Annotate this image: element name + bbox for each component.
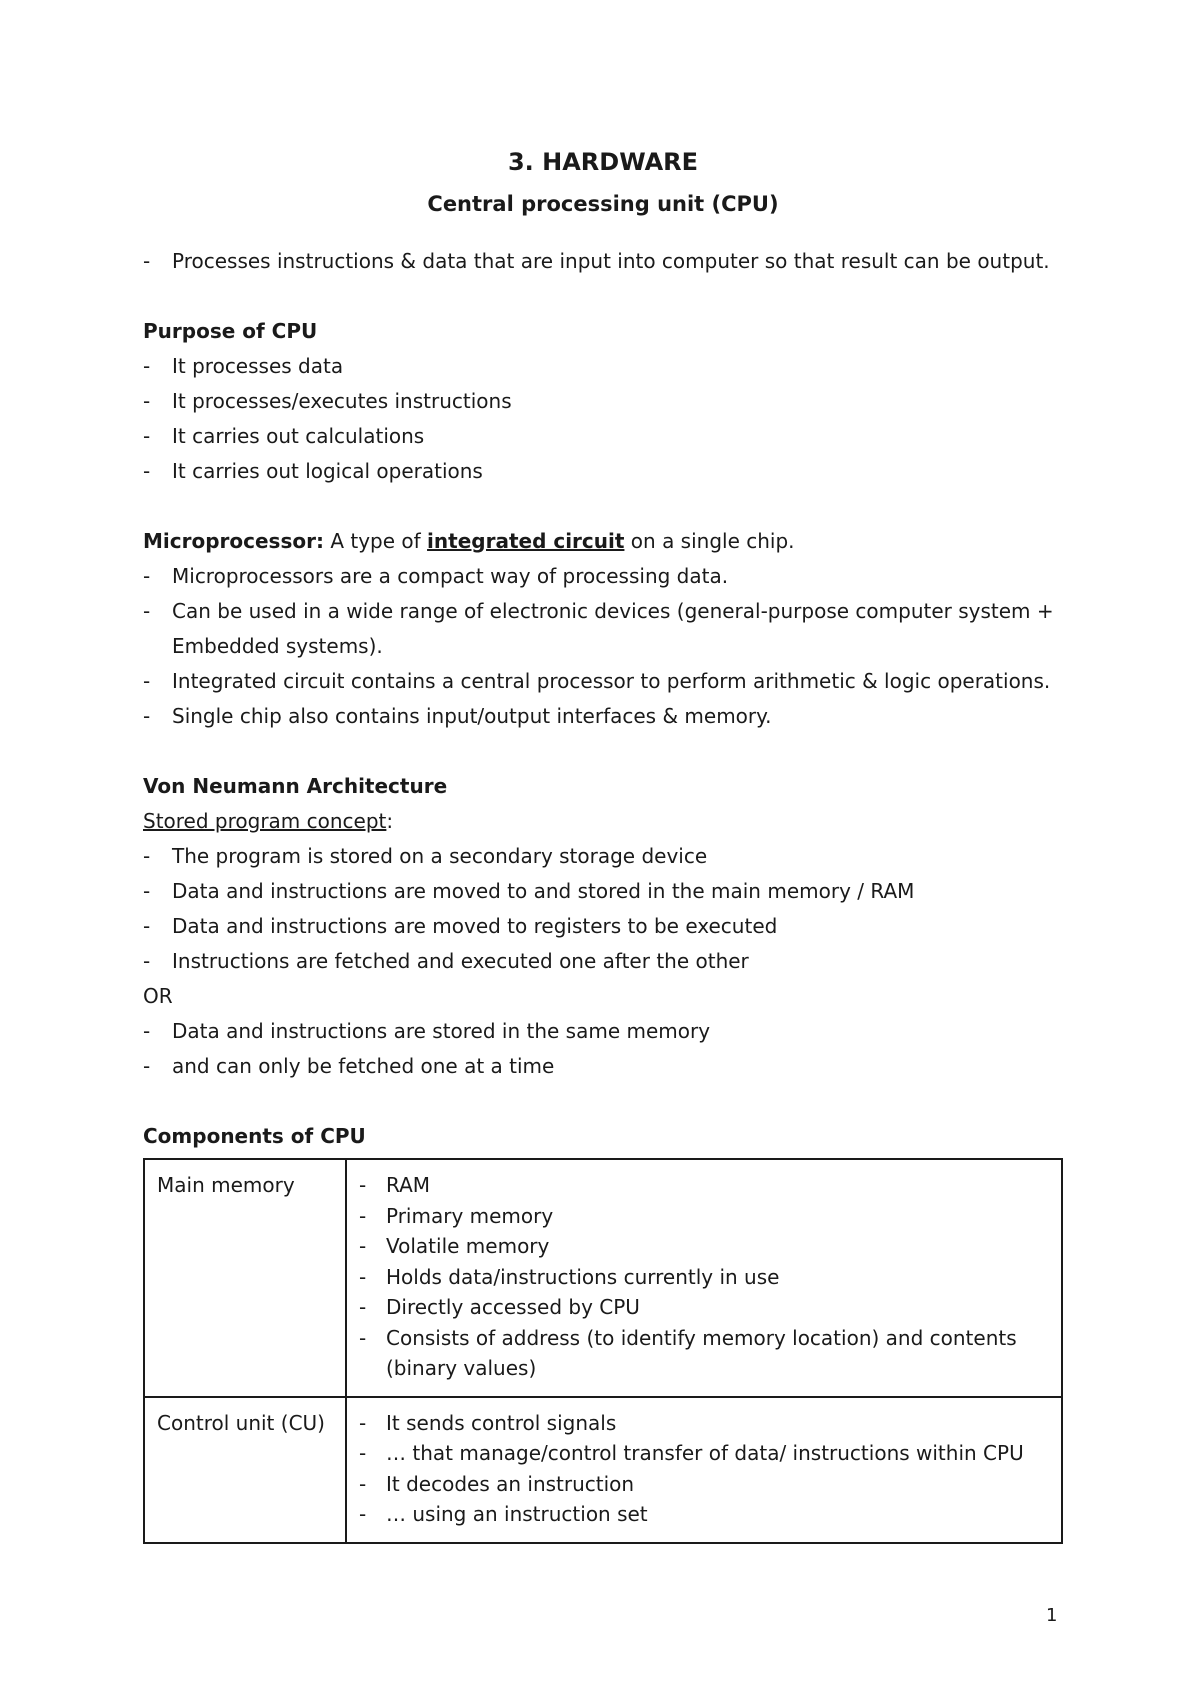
purpose-item: - It processes data (143, 349, 1063, 384)
components-heading: Components of CPU (143, 1124, 366, 1148)
component-description (346, 1159, 1062, 1397)
von-neumann-item: - Data and instructions are moved to and stored in the main memory / RAM (143, 874, 1063, 909)
component-name: Main memory (144, 1159, 346, 1397)
microprocessor-def-pre: A type of (323, 529, 428, 553)
microprocessor-item: - Microprocessors are a compact way of processing data. (143, 559, 1063, 594)
document-page (143, 140, 1063, 1544)
stored-program-concept (143, 804, 1063, 839)
list-item: - … that manage/control transfer of data/ instructions within CPU (359, 1438, 1049, 1469)
component-name: Control unit (CU) (144, 1397, 346, 1543)
list-item: - Primary memory (359, 1201, 1049, 1232)
von-neumann-item: - Data and instructions are moved to registers to be executed (143, 909, 1063, 944)
list-item: - Volatile memory (359, 1231, 1049, 1262)
purpose-heading: Purpose of CPU (143, 319, 318, 343)
spacer (143, 224, 1063, 244)
spacer (143, 1084, 1063, 1119)
spacer (143, 734, 1063, 769)
list-item: - Consists of address (to identify memory location) and contents (binary values) (359, 1323, 1049, 1384)
list-item: - RAM (359, 1170, 1049, 1201)
purpose-item: - It carries out calculations (143, 419, 1063, 454)
purpose-item: - It carries out logical operations (143, 454, 1063, 489)
spacer (143, 489, 1063, 524)
microprocessor-term: Microprocessor: (143, 529, 324, 553)
components-table (143, 1158, 1063, 1544)
list-item: - It sends control signals (359, 1408, 1049, 1439)
von-neumann-item: - Data and instructions are stored in the same memory (143, 1014, 1063, 1049)
von-neumann-heading: Von Neumann Architecture (143, 774, 448, 798)
von-neumann-item: - The program is stored on a secondary storage device (143, 839, 1063, 874)
page-number: 1 (1046, 1605, 1058, 1626)
microprocessor-item: - Can be used in a wide range of electronic devices (general-purpose computer system + Embedded systems). (143, 594, 1063, 664)
microprocessor-item: - Integrated circuit contains a central processor to perform arithmetic & logic operations. (143, 664, 1063, 699)
or-separator: OR (143, 984, 173, 1008)
list-item: - … using an instruction set (359, 1499, 1049, 1530)
microprocessor-def-post: on a single chip. (624, 529, 795, 553)
table-row (144, 1397, 1062, 1543)
stored-program-concept-colon: : (386, 809, 394, 833)
list-item: - It decodes an instruction (359, 1469, 1049, 1500)
page-subtitle: Central processing unit (CPU) (427, 192, 779, 216)
page-title: 3. HARDWARE (507, 148, 699, 176)
table-row (144, 1159, 1062, 1397)
integrated-circuit-emphasis: integrated circuit (427, 529, 625, 553)
purpose-item: - It processes/executes instructions (143, 384, 1063, 419)
intro-bullet: - Processes instructions & data that are input into computer so that result can be output. (143, 244, 1063, 279)
von-neumann-item: - Instructions are fetched and executed one after the other (143, 944, 1063, 979)
von-neumann-item: - and can only be fetched one at a time (143, 1049, 1063, 1084)
microprocessor-definition (143, 524, 1063, 559)
microprocessor-item: - Single chip also contains input/output interfaces & memory. (143, 699, 1063, 734)
stored-program-concept-label: Stored program concept (143, 809, 387, 833)
component-description (346, 1397, 1062, 1543)
list-item: - Holds data/instructions currently in use (359, 1262, 1049, 1293)
list-item: - Directly accessed by CPU (359, 1292, 1049, 1323)
spacer (143, 279, 1063, 314)
